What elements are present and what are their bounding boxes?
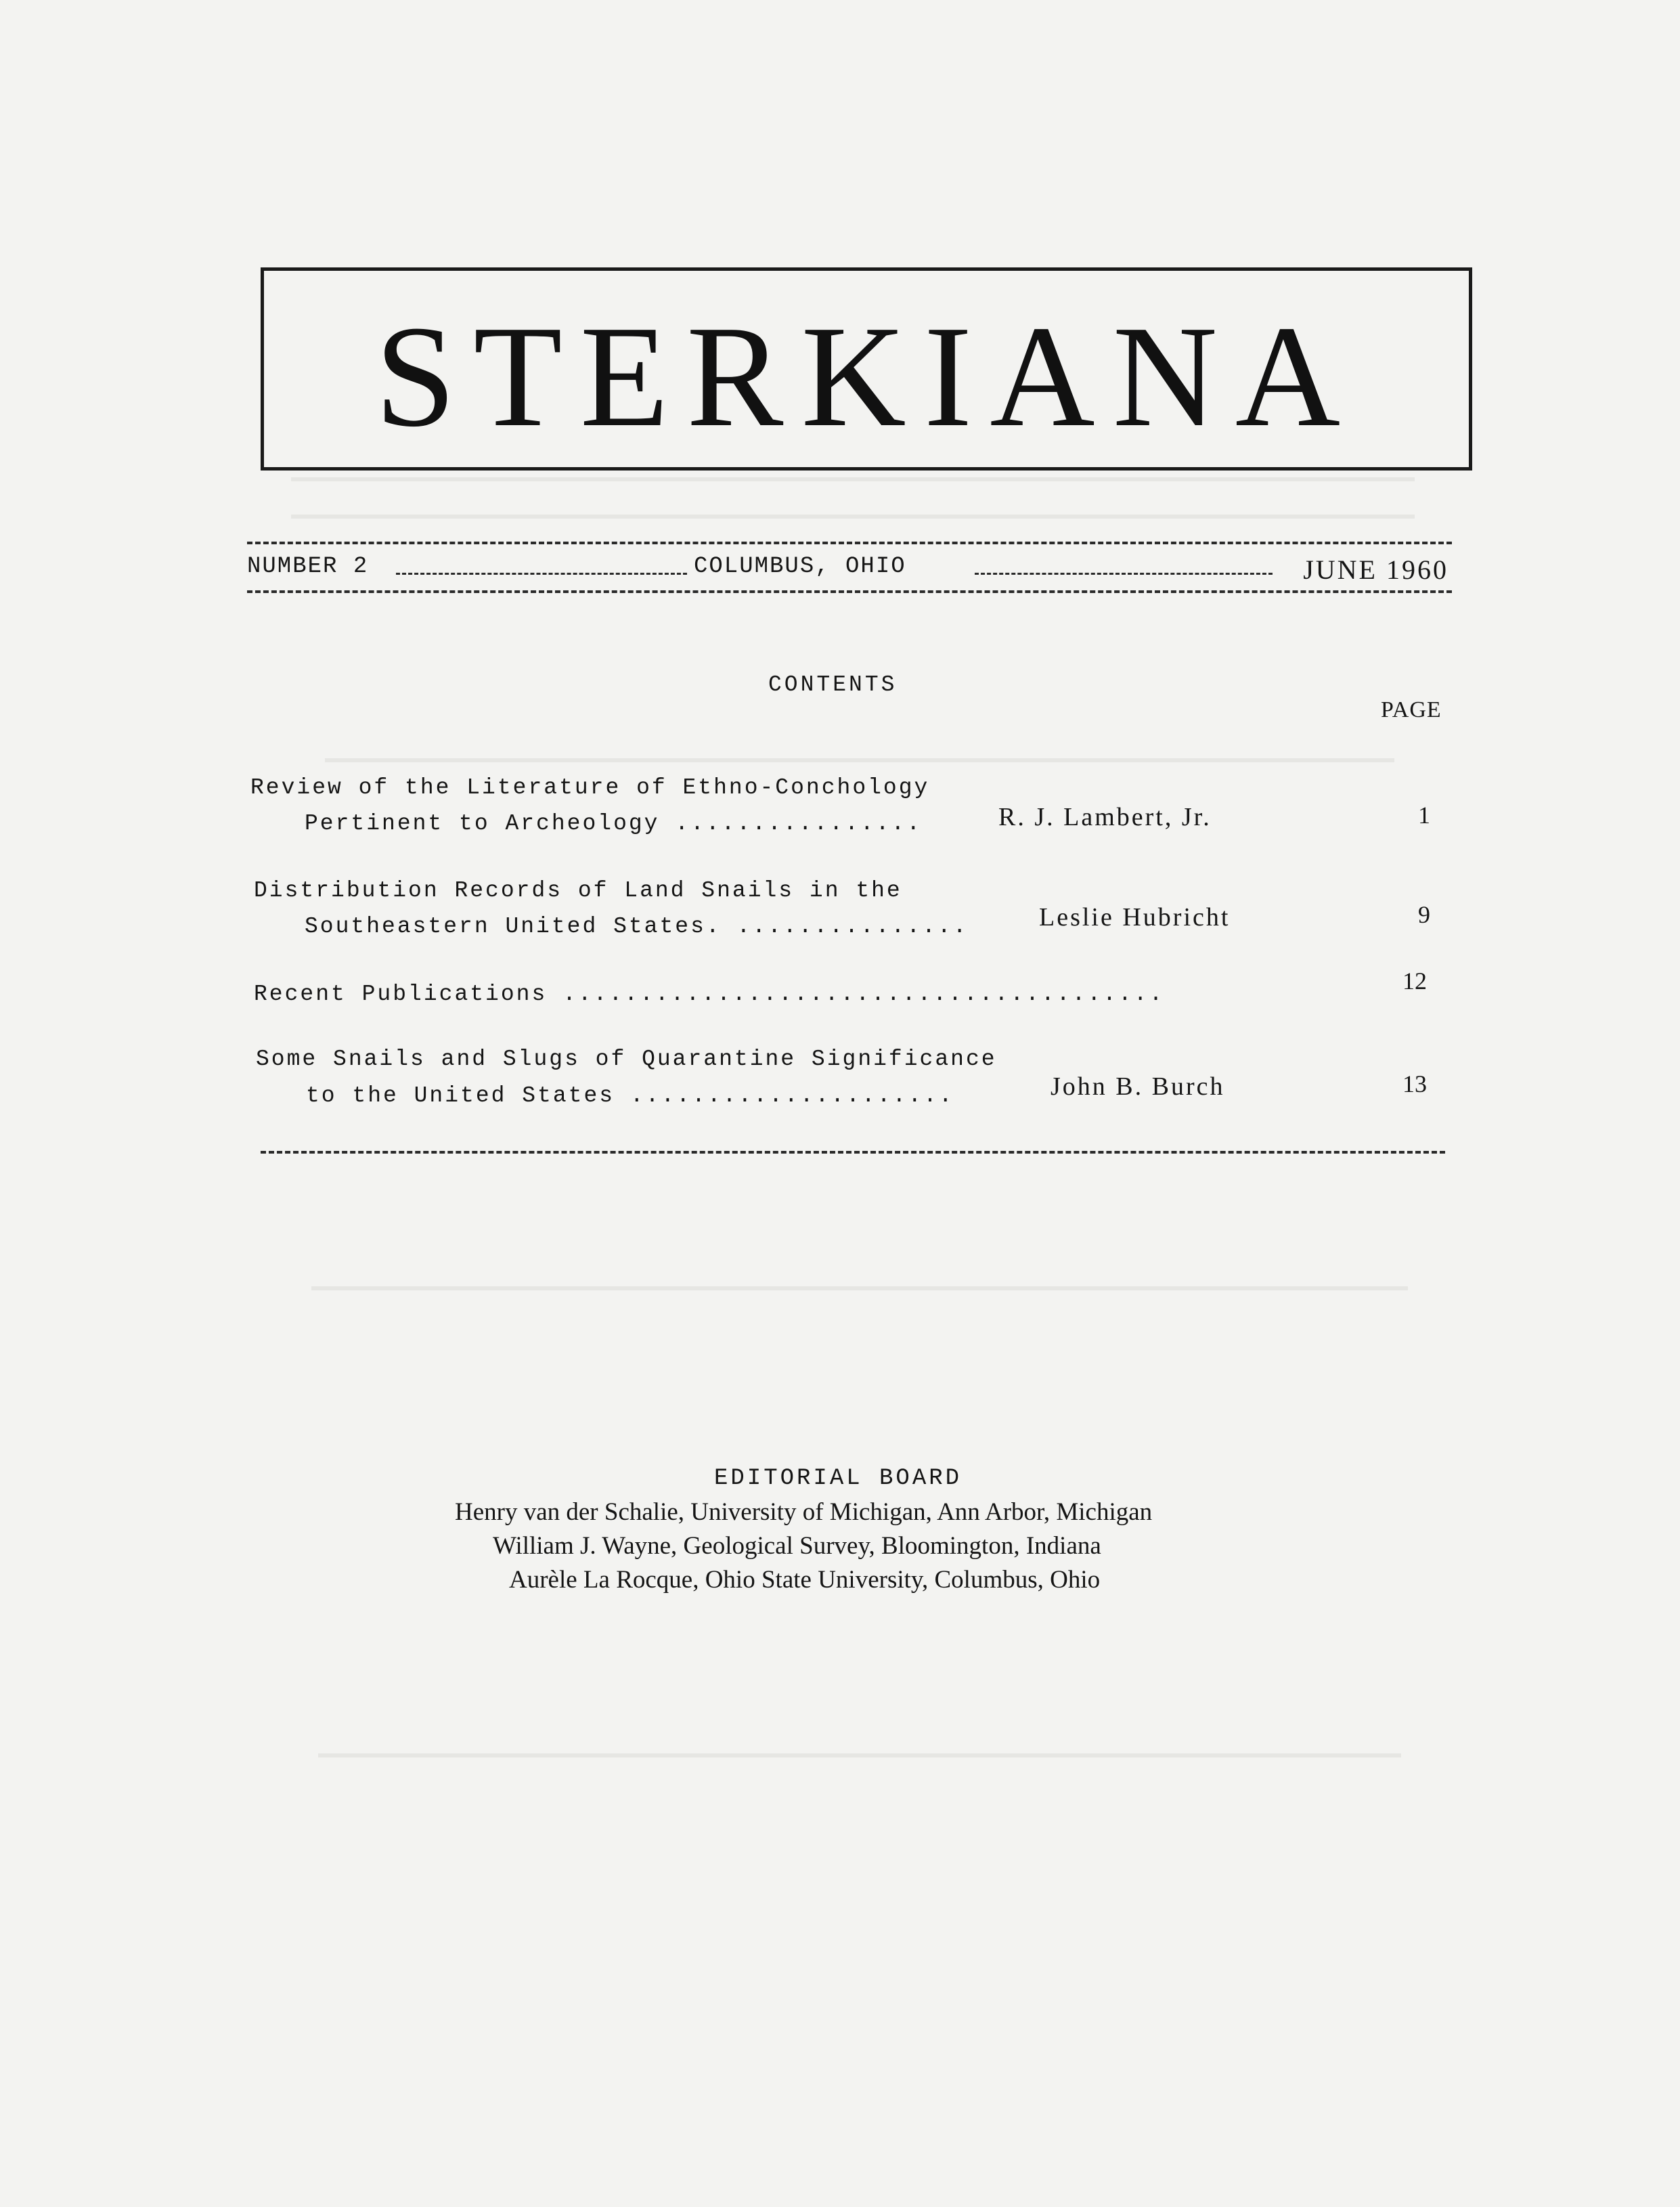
toc-title-line: Review of the Literature of Ethno-Conchology (250, 775, 930, 800)
toc-title-line: Distribution Records of Land Snails in the (254, 878, 902, 903)
bleed-through-mark (325, 758, 1394, 762)
bleed-through-mark (291, 515, 1415, 519)
divider-dashed (247, 542, 1452, 544)
masthead-box (261, 267, 1472, 471)
bleed-through-mark (311, 1286, 1408, 1290)
toc-title-line: Some Snails and Slugs of Quarantine Significance (256, 1047, 997, 1072)
page-column-heading: PAGE (1381, 697, 1442, 722)
bleed-through-mark (291, 477, 1415, 481)
editor-entry: Aurèle La Rocque, Ohio State University, Columbus, Ohio (509, 1566, 1101, 1594)
toc-author: John B. Burch (1051, 1072, 1225, 1101)
toc-title-line: Southeastern United States. ............... (305, 914, 969, 939)
toc-page-number: 1 (1418, 802, 1430, 829)
toc-page-number: 12 (1402, 967, 1427, 995)
toc-title-line: to the United States ..................... (306, 1083, 954, 1108)
editorial-board-heading: EDITORIAL BOARD (714, 1466, 963, 1491)
issue-place: COLUMBUS, OHIO (694, 554, 906, 580)
toc-title-line: Recent Publications ....................................... (254, 982, 1165, 1007)
toc-author: Leslie Hubricht (1039, 903, 1231, 932)
divider-dashed (247, 590, 1452, 593)
bleed-through-mark (318, 1753, 1401, 1757)
toc-page-number: 13 (1402, 1070, 1427, 1097)
toc-title-line: Pertinent to Archeology ................ (305, 811, 923, 836)
toc-author: R. J. Lambert, Jr. (998, 803, 1212, 831)
toc-page-number: 9 (1418, 901, 1430, 928)
journal-title: STERKIANA (374, 294, 1358, 457)
issue-date: JUNE 1960 (1303, 554, 1449, 585)
divider-dashed (261, 1151, 1445, 1154)
issue-number: NUMBER 2 (247, 554, 369, 580)
divider-dashed (975, 573, 1273, 575)
contents-heading: CONTENTS (768, 672, 898, 697)
editor-entry: William J. Wayne, Geological Survey, Bloomington, Indiana (493, 1532, 1101, 1560)
editor-entry: Henry van der Schalie, University of Michigan, Ann Arbor, Michigan (455, 1498, 1153, 1526)
divider-dashed (396, 573, 687, 575)
